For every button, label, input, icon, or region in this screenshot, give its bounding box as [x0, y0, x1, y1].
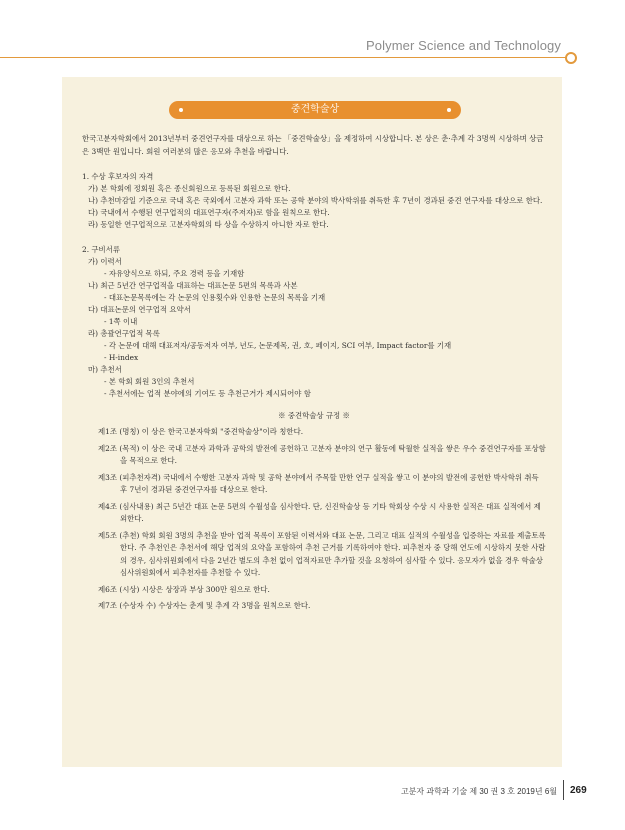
rules-title: ※ 중견학술상 규정 ※	[278, 411, 350, 420]
banner-title: 중견학술상	[290, 104, 340, 115]
list-item: 가) 이력서	[88, 257, 122, 266]
rule-article: 제1조 (명칭) 이 상은 한국고분자학회 "중견학술상"이라 칭한다.	[98, 427, 304, 436]
list-item: 다) 대표논문의 연구업적 요약서	[88, 305, 191, 314]
rule-article: 제6조 (시상) 시상은 상장과 부상 300만 원으로 한다.	[98, 584, 270, 594]
list-item: 다) 국내에서 수행된 연구업적의 대표연구자(주저자)로 함을 원칙으로 한다.	[88, 208, 330, 217]
announcement-panel	[62, 77, 562, 767]
announcement-body	[82, 133, 546, 613]
award-banner	[169, 101, 461, 119]
eligibility-section	[82, 171, 546, 231]
list-item: 나) 최근 5년간 연구업적을 대표하는 대표논문 5편의 목록과 사본	[88, 281, 298, 290]
footer-journal-info: 고분자 과학과 기술 제 30 권 3 호 2019년 6월	[400, 787, 557, 796]
rule-article: 제5조 (추천) 학회 회원 3명의 추천을 받아 업적 목록이 포함된 이력서와 대표 논문, 그리고 대표 실적의 수월성을 입증하는 자료를 제출토록 한다. 주 추천인은 추천서에 해당 업적의 요약을 포함하여 추천 근거를 기록하여야 한다. 피추천자 중 당해 연도에 시상하지 못한 사람의 경우, 심사위원회에서 다음 2년간 별도의 추천 없이 업적자료만 추가할 것을 요청하여 심사할 수 있다. 응모자가 없을 경우 학술상 심사위원회에서 피추천자를 추천할 수 있다.	[98, 530, 546, 577]
list-item: 라) 동일한 연구업적으로 고분자학회의 타 상을 수상하지 아니한 자로 한다.	[88, 220, 329, 229]
sub-item: - 각 논문에 대해 대표저자/공동저자 여부, 년도, 논문제목, 권, 호, 페이지, SCI 여부, Impact factor를 기재	[104, 341, 452, 350]
journal-title: Polymer Science and Technology	[366, 38, 561, 53]
intro-paragraph: 한국고분자학회에서 2013년부터 중견연구자를 대상으로 하는 「중견학술상」을 제정하여 시상합니다. 본 상은 춘·추계 각 3명씩 시상하며 상금은 3백만 원입니다. 회원 여러분의 많은 응모와 추천을 바랍니다.	[82, 134, 544, 156]
page-number: 269	[570, 785, 587, 796]
rule-article: 제7조 (수상자 수) 수상자는 춘계 및 추계 각 3명을 원칙으로 한다.	[98, 601, 311, 610]
rule-article: 제3조 (피추천자격) 국내에서 수행한 고분자 과학 및 공학 분야에서 주목할 만한 연구 실적을 쌓고 이 분야의 발전에 공헌한 박사학위 취득 후 7년이 경과된 중견연구자를 대상으로 한다.	[98, 472, 539, 494]
section-title: 1. 수상 후보자의 자격	[82, 172, 154, 181]
rule-article: 제2조 (목적) 이 상은 국내 고분자 과학과 공학의 발전에 공헌하고 고분자 분야의 연구 활동에 탁월한 실적을 쌓은 우수 중견연구자를 포상함을 목적으로 한다.	[98, 443, 546, 465]
list-item: 가) 본 학회에 정회원 혹은 종신회원으로 등록된 회원으로 한다.	[88, 184, 291, 193]
list-item: 마) 추천서	[88, 365, 122, 374]
header-circle-icon	[565, 52, 577, 64]
sub-item: - H-index	[104, 353, 139, 362]
header-rule	[0, 57, 566, 58]
bullet-dot-icon	[179, 108, 183, 112]
documents-section	[82, 244, 546, 400]
sub-item: - 자유양식으로 하되, 주요 경력 등을 기재함	[104, 269, 245, 278]
sub-item: - 1쪽 이내	[104, 317, 138, 326]
sub-item: - 추천서에는 업적 분야에의 기여도 등 추천근거가 제시되어야 함	[104, 389, 311, 398]
sub-item: - 본 학회 회원 3인의 추천서	[104, 377, 195, 386]
section-title: 2. 구비서류	[82, 245, 120, 254]
list-item: 나) 추천마감일 기준으로 국내 혹은 국외에서 고분자 과학 또는 공학 분야의 박사학위를 취득한 후 7년이 경과된 중견 연구자를 대상으로 한다.	[88, 196, 543, 205]
rule-article: 제4조 (심사내용) 최근 5년간 대표 논문 5편의 수월성을 심사한다. 단, 신진학술상 등 기타 학회상 수상 시 사용한 실적은 대표 실적에서 제외한다.	[98, 501, 541, 523]
footer-divider	[563, 780, 564, 800]
sub-item: - 대표논문목록에는 각 논문의 인용횟수와 인용한 논문의 목록을 기재	[104, 293, 326, 302]
list-item: 라) 총괄연구업적 목록	[88, 329, 160, 338]
bullet-dot-icon	[447, 108, 451, 112]
